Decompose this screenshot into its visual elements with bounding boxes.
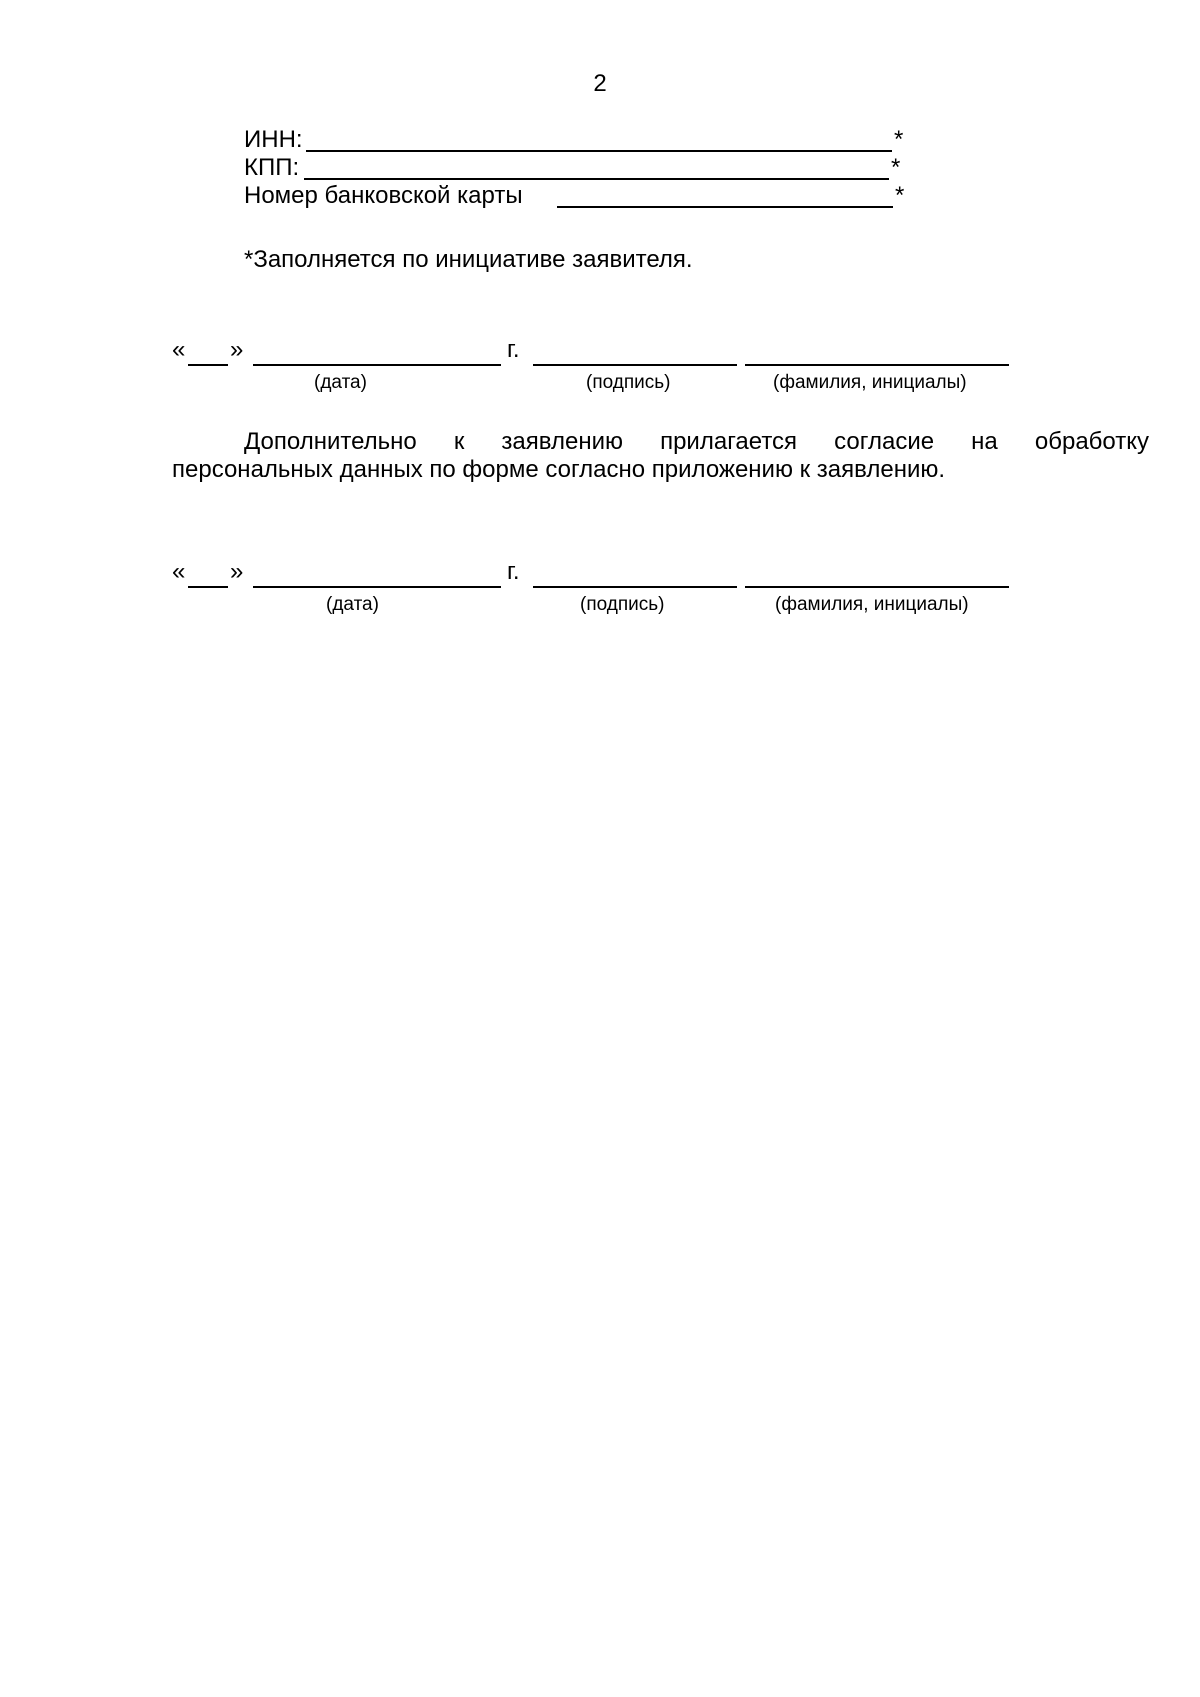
date-input-line[interactable]: [253, 364, 501, 366]
signature-caption: (подпись): [586, 372, 671, 393]
inn-field: [244, 126, 924, 154]
paragraph-line-2: персональных данных по форме согласно приложению к заявлению.: [172, 456, 946, 483]
signature-block: [0, 558, 1200, 628]
kpp-label: КПП:: [244, 154, 300, 181]
year-suffix: г.: [507, 336, 520, 363]
close-quote: »: [230, 336, 244, 363]
name-caption: (фамилия, инициалы): [773, 372, 967, 393]
open-quote: «: [172, 336, 186, 363]
signature-input-line[interactable]: [533, 364, 737, 366]
footnote: *Заполняется по инициативе заявителя.: [244, 246, 693, 273]
date-caption: (дата): [314, 372, 367, 393]
inn-label: ИНН:: [244, 126, 303, 153]
bank-card-input-line[interactable]: [557, 206, 893, 208]
date-caption: (дата): [326, 594, 379, 615]
consent-paragraph: [172, 428, 1149, 484]
inn-input-line[interactable]: [306, 150, 892, 152]
day-input-line[interactable]: [188, 586, 228, 588]
open-quote: «: [172, 558, 186, 585]
bank-card-field: [244, 182, 924, 210]
inn-required-mark: *: [894, 126, 904, 153]
paragraph-line-1: Дополнительно к заявлению прилагается согласие на обработку: [244, 428, 1149, 455]
kpp-field: [244, 154, 924, 182]
signature-caption: (подпись): [580, 594, 665, 615]
bank-card-label: Номер банковской карты: [244, 182, 523, 209]
kpp-input-line[interactable]: [304, 178, 889, 180]
bank-card-required-mark: *: [895, 182, 905, 209]
date-input-line[interactable]: [253, 586, 501, 588]
page-number: 2: [593, 70, 607, 97]
year-suffix: г.: [507, 558, 520, 585]
name-caption: (фамилия, инициалы): [775, 594, 969, 615]
day-input-line[interactable]: [188, 364, 228, 366]
name-input-line[interactable]: [745, 586, 1009, 588]
signature-input-line[interactable]: [533, 586, 737, 588]
name-input-line[interactable]: [745, 364, 1009, 366]
close-quote: »: [230, 558, 244, 585]
signature-block: [0, 336, 1200, 406]
kpp-required-mark: *: [891, 154, 901, 181]
